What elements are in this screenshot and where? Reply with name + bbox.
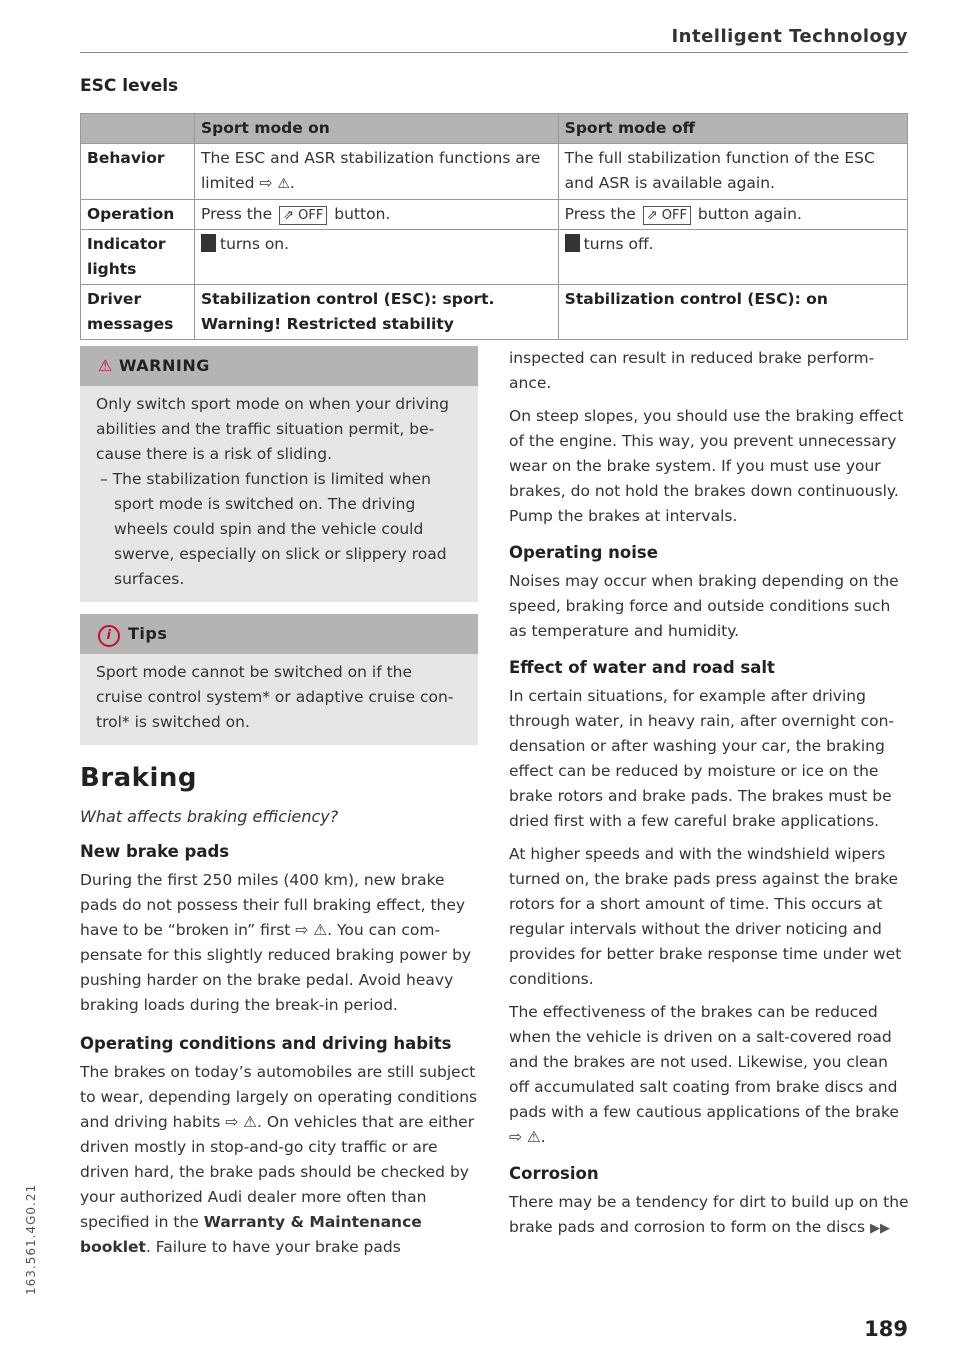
warning-icon: ⚠ [277, 176, 290, 192]
col-sport-mode-off: Sport mode off [558, 114, 907, 144]
operation-on: Press the ⇗ OFF button. [195, 200, 559, 230]
warning-body [80, 386, 478, 602]
esc-levels-table [80, 113, 908, 340]
row-label-operation: Operation [81, 200, 195, 230]
row-label-behavior: Behavior [81, 144, 195, 200]
indicator-on: turns on. [195, 230, 559, 285]
warranty-booklet-ref: Warranty & Maintenance booklet [80, 1213, 422, 1256]
paragraph-corrosion: There may be a tendency for dirt to build up on the brake pads and corrosion to form on the discs ▶▶ [509, 1193, 909, 1236]
col-sport-mode-on: Sport mode on [195, 114, 559, 144]
behavior-on: The ESC and ASR stabilization functions are limited ⇨ ⚠. [195, 144, 559, 200]
behavior-off: The full stabilization function of the ESC and ASR is available again. [558, 144, 907, 200]
row-label-indicator: Indicator lights [81, 230, 195, 285]
heading-operating-noise: Operating noise [509, 543, 658, 562]
table-row [81, 285, 908, 340]
paragraph-steep-slopes: On steep slopes, you should use the braking effect of the engine. This way, you prevent unnecessary wear on the brake system. If you must use your brakes, do not hold the brakes down continuously. Pump the brakes at intervals. [509, 407, 904, 525]
table-row [81, 200, 908, 230]
paragraph-new-brake-pads: During the first 250 miles (400 km), new brake pads do not possess their full braking effect, they have to be “broken in” first ⇨ ⚠. You can compensate for this slightly reduced braking power by pushing harder on the brake pedal. Avoid heavy braking loads during the break-in period. [80, 871, 472, 1014]
heading-new-brake-pads: New brake pads [80, 842, 230, 861]
heading-corrosion: Corrosion [509, 1164, 599, 1183]
messages-on: Stabilization control (ESC): sport. Warning! Restricted stability [195, 285, 559, 340]
continue-arrow-icon: ▶▶ [870, 1221, 891, 1236]
warning-box [80, 346, 478, 602]
warning-list-item: – The stabilization function is limited when sport mode is switched on. The driving wheels could spin and the vehicle could swerve, especially on slick or slippery road surfaces. [100, 470, 447, 588]
warning-header: ⚠ WARNING [80, 346, 478, 386]
heading-water-road-salt: Effect of water and road salt [509, 658, 775, 677]
tips-body: Sport mode cannot be switched on if the cruise control system* or adaptive cruise control* is switched on. [80, 654, 478, 745]
paragraph-operating-conditions: The brakes on today’s automobiles are still subject to wear, depending largely on operating conditions and driving habits ⇨ ⚠. On vehicles that are either driven mostly in stop-and-go city traffic or are driven hard, the brake pads should be checked by your authorized Audi dealer more often than specified in the Warranty & Maintenance booklet. Failure to have your brake pads [80, 1063, 478, 1256]
tips-header: i Tips [80, 614, 478, 654]
row-label-messages: Driver messages [81, 285, 195, 340]
header-rule [80, 52, 908, 53]
warning-text: Only switch sport mode on when your driving abilities and the traffic situation permit, because there is a risk of sliding. [96, 395, 449, 463]
section-subtitle: What affects braking efficiency? [80, 807, 339, 826]
corner-cell [81, 114, 195, 144]
table-header-row [81, 114, 908, 144]
side-code: 163.561.4G0.21 [24, 1183, 38, 1295]
info-icon: i [98, 625, 120, 647]
operation-off: Press the ⇗ OFF button again. [558, 200, 907, 230]
table-row [81, 230, 908, 285]
page-number: 189 [864, 1317, 908, 1341]
paragraph-water-3: The effectiveness of the brakes can be reduced when the vehicle is driven on a salt-covered road and the brakes are not used. Likewise, you clean off accumulated salt coating from brake discs and pads with a few cautious applications of the brake ⇨ ⚠. [509, 1003, 899, 1146]
left-column [80, 346, 478, 1260]
paragraph-water-1: In certain situations, for example after driving through water, in heavy rain, after overnight condensation or after washing your car, the braking effect can be reduced by moisture or ice on the brake rotors and brake pads. The brakes must be dried first with a few careful brake applications. [509, 687, 894, 830]
paragraph-water-2: At higher speeds and with the windshield wipers turned on, the brake pads press against the brake rotors for a short amount of time. This occurs at regular intervals without the driver noticing and provides for better brake response time under wet conditions. [509, 845, 902, 988]
paragraph-continued: inspected can result in reduced brake performance. [509, 349, 875, 392]
esc-off-button-icon: ⇗ OFF [279, 206, 327, 225]
messages-off: Stabilization control (ESC): on [558, 285, 907, 340]
running-header: Intelligent Technology [671, 26, 908, 47]
paragraph-operating-noise: Noises may occur when braking depending on the speed, braking force and outside conditions such as temperature and humidity. [509, 572, 899, 640]
section-title-braking: Braking [80, 763, 198, 793]
table-row [81, 144, 908, 200]
heading-operating-conditions: Operating conditions and driving habits [80, 1034, 452, 1053]
esc-indicator-icon [201, 234, 216, 252]
esc-indicator-icon [565, 234, 580, 252]
indicator-off: turns off. [558, 230, 907, 285]
right-column [509, 346, 909, 1241]
esc-levels-title: ESC levels [80, 76, 179, 96]
esc-off-button-icon: ⇗ OFF [643, 206, 691, 225]
warning-triangle-icon: ⚠ [98, 356, 113, 375]
tips-box [80, 614, 478, 745]
